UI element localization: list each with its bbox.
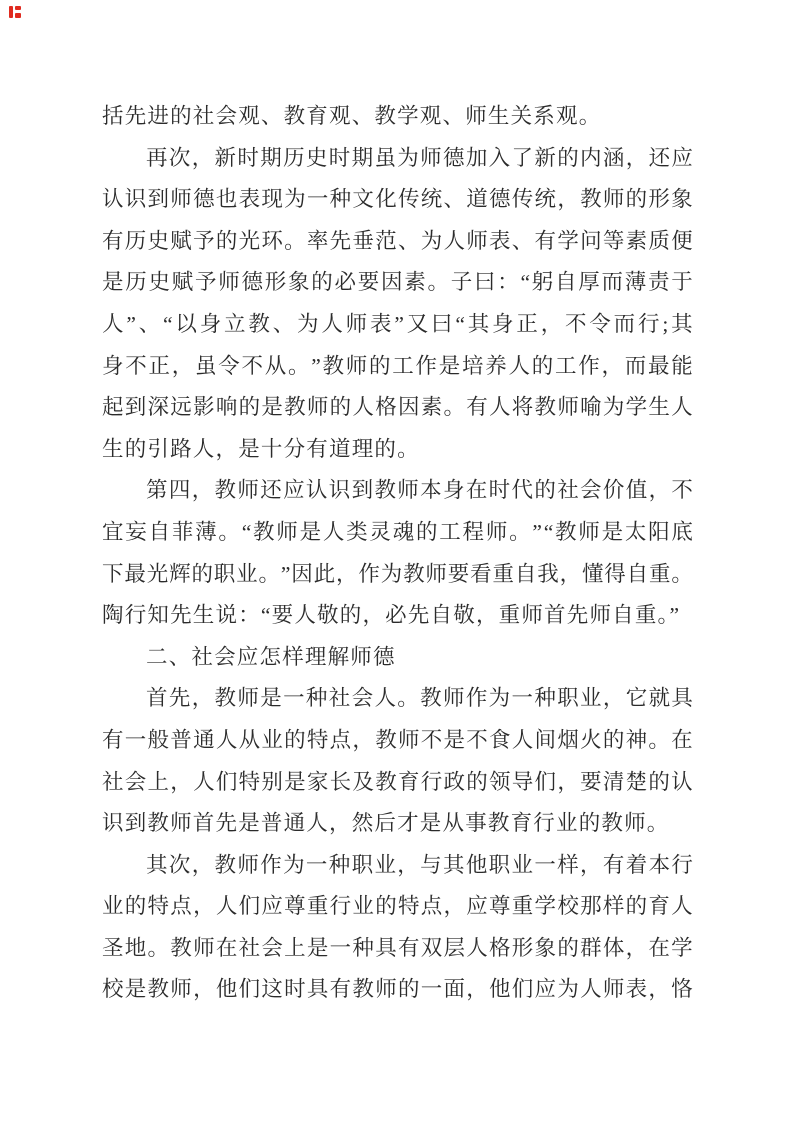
red-corner-mark-icon bbox=[8, 4, 22, 20]
text-line: 人 ” 、 “ 以 身 立 教 、 为 人 师 表 ” 又 曰 “ 其 身 正 ， 不 令 而 行 ; 其 bbox=[102, 311, 693, 336]
text-line: 社 会 上 ， 人 们 特 别 是 家 长 及 教 育 行 政 的 领 导 们 ， 要 清 楚 的 认 bbox=[102, 769, 693, 794]
text-line: 身 不 正 ， 虽 令 不 从 。 ” 教 师 的 工 作 是 培 养 人 的 工 作 ， 而 最 能 bbox=[102, 353, 693, 378]
text-line: 校 是 教 师 ， 他 们 这 时 具 有 教 师 的 一 面 ， 他 们 应 为 人 师 表 ， 恪 bbox=[102, 977, 693, 1002]
text-line: 其 次 ， 教 师 作 为 一 种 职 业 ， 与 其 他 职 业 一 样 ， 有 着 本 行 bbox=[146, 852, 693, 877]
text-line: 第 四 ， 教 师 还 应 认 识 到 教 师 本 身 在 时 代 的 社 会 价 值 ， 不 bbox=[146, 478, 693, 503]
text-line: 括先进的社会观、教育观、教学观、师生关系观。 bbox=[102, 104, 602, 128]
text-line: 首 先 ， 教 师 是 一 种 社 会 人 。 教 师 作 为 一 种 职 业 ， 它 就 具 bbox=[146, 686, 693, 711]
text-line: 宜 妄 自 菲 薄 。 “ 教 师 是 人 类 灵 魂 的 工 程 师 。 ” “ 教 师 是 太 阳 底 bbox=[102, 519, 693, 544]
text-line: 生的引路人，是十分有道理的。 bbox=[102, 436, 420, 461]
text-line: 下 最 光 辉 的 职 业 。 ” 因 此 ， 作 为 教 师 要 看 重 自 我 ， 懂 得 自 重 。 bbox=[102, 561, 693, 586]
text-line: 业 的 特 点 ， 人 们 应 尊 重 行 业 的 特 点 ， 应 尊 重 学 校 那 样 的 育 人 bbox=[102, 894, 693, 919]
text-line: 圣 地 。 教 师 在 社 会 上 是 一 种 具 有 双 层 人 格 形 象 的 群 体 ， 在 学 bbox=[102, 935, 693, 960]
text-line: 再 次 ， 新 时 期 历 史 时 期 虽 为 师 德 加 入 了 新 的 内 涵 ， 还 应 bbox=[146, 145, 693, 170]
text-line: 陶行知先生说：“要人敬的，必先自敬，重师首先师自重。” bbox=[102, 603, 681, 628]
text-line: 有 历 史 赋 予 的 光 环 。 率 先 垂 范 、 为 人 师 表 、 有 学 问 等 素 质 便 bbox=[102, 228, 693, 253]
text-line: 有 一 般 普 通 人 从 业 的 特 点 ， 教 师 不 是 不 食 人 间 烟 火 的 神 。 在 bbox=[102, 727, 693, 752]
text-line: 是 历 史 赋 予 师 德 形 象 的 必 要 因 素 。 子 曰 ： “ 躬 自 厚 而 薄 责 于 bbox=[102, 270, 693, 295]
text-line: 起 到 深 远 影 响 的 是 教 师 的 人 格 因 素 。 有 人 将 教 师 喻 为 学 生 人 bbox=[102, 395, 693, 420]
text-line: 认 识 到 师 德 也 表 现 为 一 种 文 化 传 统 、 道 德 传 统 ， 教 师 的 形 象 bbox=[102, 187, 693, 212]
section-heading-line: 二、社会应怎样理解师德 bbox=[146, 644, 396, 669]
text-line: 识到教师首先是普通人，然后才是从事教育行业的教师。 bbox=[102, 811, 670, 836]
document-body-text bbox=[102, 96, 693, 1011]
